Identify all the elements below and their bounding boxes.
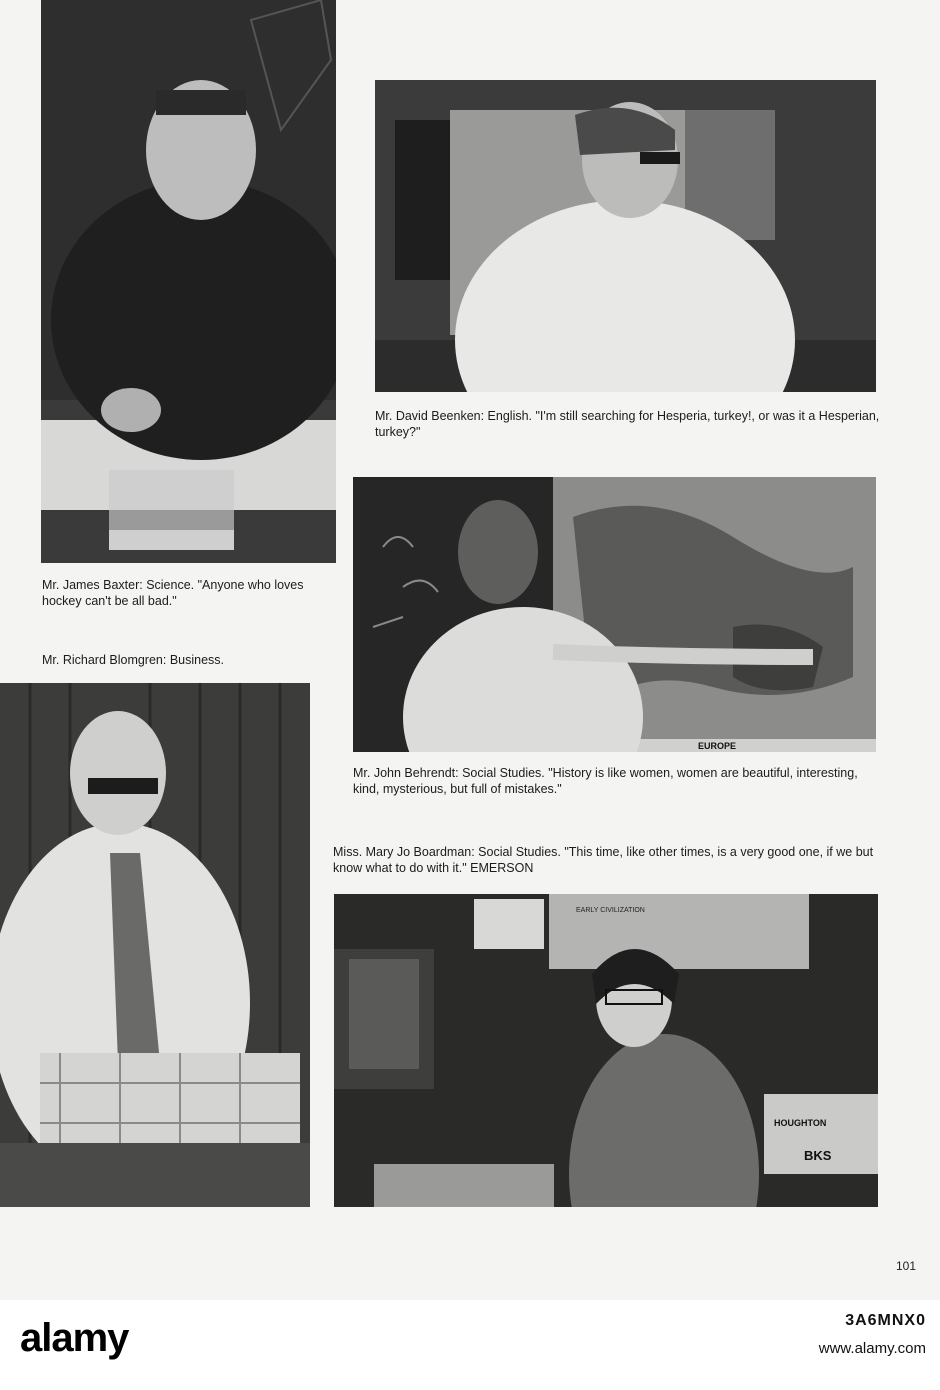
photo-john-behrendt [353, 477, 876, 752]
box-text-1: HOUGHTON [774, 1118, 827, 1128]
caption-boardman: Miss. Mary Jo Boardman: Social Studies. "This time, like other times, is a very good one, if we but know what to do with it." EMERSON [333, 845, 874, 875]
watermark-footer [0, 1300, 940, 1390]
alamy-logo: alamy [20, 1316, 129, 1360]
caption-behrendt: Mr. John Behrendt: Social Studies. "History is like women, women are beautiful, interesting, kind, mysterious, but full of mistakes." [353, 766, 858, 796]
photo-mary-jo-boardman [334, 894, 878, 1207]
box-text-2: BKS [804, 1148, 832, 1163]
poster-text: EARLY CIVILIZATION [576, 907, 645, 914]
map-label: EUROPE [698, 741, 737, 751]
page-number: 101 [896, 1259, 917, 1273]
caption-blomgren: Mr. Richard Blomgren: Business. [42, 653, 225, 667]
image-id: 3A6MNX0 [845, 1312, 926, 1329]
caption-baxter: Mr. James Baxter: Science. "Anyone who loves hockey can't be all bad." [42, 578, 304, 608]
photo-david-beenken [375, 80, 876, 392]
site-url: www.alamy.com [818, 1340, 926, 1357]
caption-beenken: Mr. David Beenken: English. "I'm still searching for Hesperia, turkey!, or was it a Hesperian, turkey?" [375, 409, 880, 439]
photo-james-baxter [41, 0, 336, 563]
photo-richard-blomgren [0, 683, 310, 1207]
